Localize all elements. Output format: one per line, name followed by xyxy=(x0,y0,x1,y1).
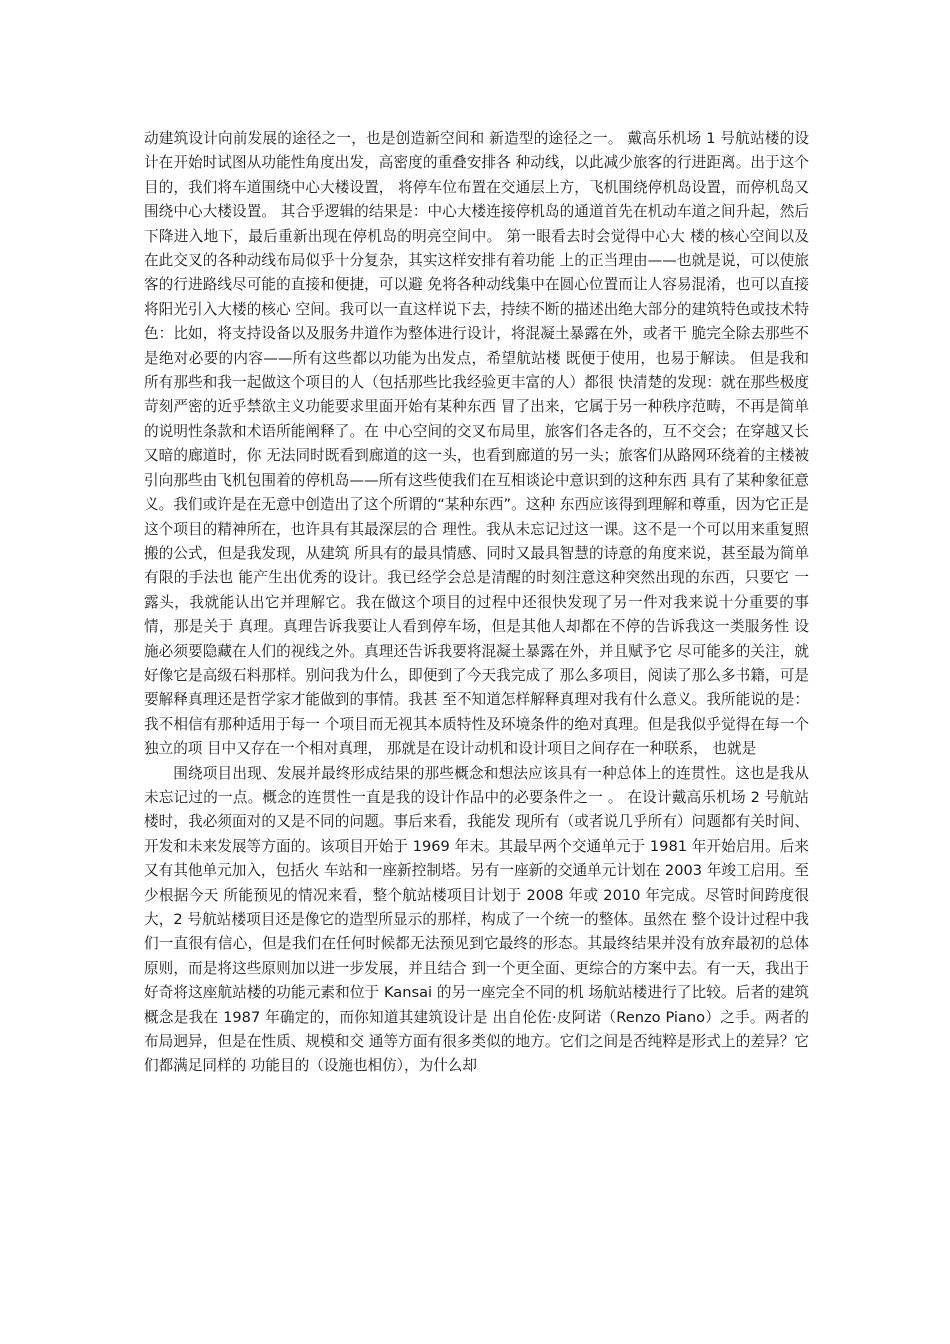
paragraph-2: 围绕项目出现、发展并最终形成结果的那些概念和想法应该具有一种总体上的连贯性。这也是我从未忘记过的一点。概念的连贯性一直是我的设计作品中的必要条件之一 。 在设计戴高乐机场 2 号航站楼时，我必须面对的又是不同的问题。事后来看，我能发 现所有（或者说几乎所有）问题都有关时间、开发和未来发展等方面的。该项目开始于 1969 年末。其最早两个交通单元于 1981 年开始启用。后来又有其他单元加入，包括火 车站和一座新控制塔。另有一座新的交通单元计划在 2003 年竣工启用。至少根据今天 所能预见的情况来看，整个航站楼项目计划于 2008 年或 2010 年完成。尽管时间跨度很 大，2 号航站楼项目还是像它的造型所显示的那样，构成了一个统一的整体。虽然在 整个设计过程中我们一直很有信心，但是我们在任何时候都无法预见到它最终的形态。其最终结果并没有放弃最初的总体原则，而是将这些原则加以进一步发展，并且结合 到一个更全面、更综合的方案中去。有一天，我出于好奇将这座航站楼的功能元素和位于 Kansai 的另一座完全不同的机 场航站楼进行了比较。后者的建筑概念是我在 1987 年确定的，而你知道其建筑设计是 出自伦佐·皮阿诺（Renzo Piano）之手。两者的布局迥异，但是在性质、规模和交 通等方面有很多类似的地方。它们之间是否纯粹是形式上的差异？它们都满足同样的 功能目的（设施也相仿），为什么却 xyxy=(144,764,809,1075)
paragraph-1: 动建筑设计向前发展的途径之一，也是创造新空间和 新造型的途径之一。 戴高乐机场 1 号航站楼的设计在开始时试图从功能性角度出发，高密度的重叠安排各 种动线，以此减少旅客的行进距离。出于这个目的，我们将车道围绕中心大楼设置， 将停车位布置在交通层上方，飞机围绕停机岛设置，而停机岛又围绕中心大楼设置。 其合乎逻辑的结果是：中心大楼连接停机岛的通道首先在机动车道之间升起，然后 下降进入地下，最后重新出现在停机岛的明亮空间中。 第一眼看去时会觉得中心大 楼的核心空间以及在此交叉的各种动线布局似乎十分复杂，其实这样安排有着功能 上的正当理由——也就是说，可以使旅客的行进路线尽可能的直接和便捷，可以避 免将各种动线集中在圆心位置而让人容易混淆，也可以直接将阳光引入大楼的核心 空间。我可以一直这样说下去，持续不断的描述出绝大部分的建筑特色或技术特色：比如，将支持设备以及服务井道作为整体进行设计，将混凝土暴露在外，或者干 脆完全除去那些不是绝对必要的内容——所有这些都以功能为出发点，希望航站楼 既便于使用，也易于解读。 但是我和所有那些和我一起做这个项目的人（包括那些比我经验更丰富的人）都很 快清楚的发现：就在那些极度苛刻严密的近乎禁欲主义功能要求里面开始有某种东西 冒了出来，它属于另一种秩序范畴，不再是简单的说明性条款和术语所能阐释了。在 中心空间的交叉布局里，旅客们各走各的，互不交会；在穿越又长又暗的廊道时，你 无法同时既看到廊道的这一头，也看到廊道的另一头；旅客们从路网环绕着的主楼被 引向那些由飞机包围着的停机岛——所有这些使我们在互相谈论中意识到的这种东西 具有了某种象征意义。我们或许是在无意中创造出了这个所谓的“某种东西”。这种 东西应该得到理解和尊重，因为它正是这个项目的精神所在，也许具有其最深层的合 理性。我从未忘记过这一课。这不是一个可以用来重复照搬的公式，但是我发现，从建筑 所具有的最具情感、同时又最具智慧的诗意的角度来说，甚至最为简单有限的手法也 能产生出优秀的设计。我已经学会总是清醒的时刻注意这种突然出现的东西，只要它 一露头，我就能认出它并理解它。我在做这个项目的过程中还很快发现了另一件对我来说十分重要的事情，那是关于 真理。真理告诉我要让人看到停车场，但是其他人却都在不停的告诉我这一类服务性 设施必须要隐藏在人们的视线之外。真理还告诉我要将混凝土暴露在外，并且赋予它 尽可能多的关注，就好像它是高级石料那样。别问我为什么，即便到了今天我完成了 那么多项目，阅读了那么多书籍，可是要解释真理还是哲学家才能做到的事情。我甚 至不知道怎样解释真理对我有什么意义。我所能说的是：我不相信有那种适用于每一 个项目而无视其本质特性及环境条件的绝对真理。但是我似乎觉得在每一个独立的项 目中又存在一个相对真理， 那就是在设计动机和设计项目之间存在一种联系， 也就是 xyxy=(144,130,809,758)
document-body xyxy=(144,127,809,1079)
